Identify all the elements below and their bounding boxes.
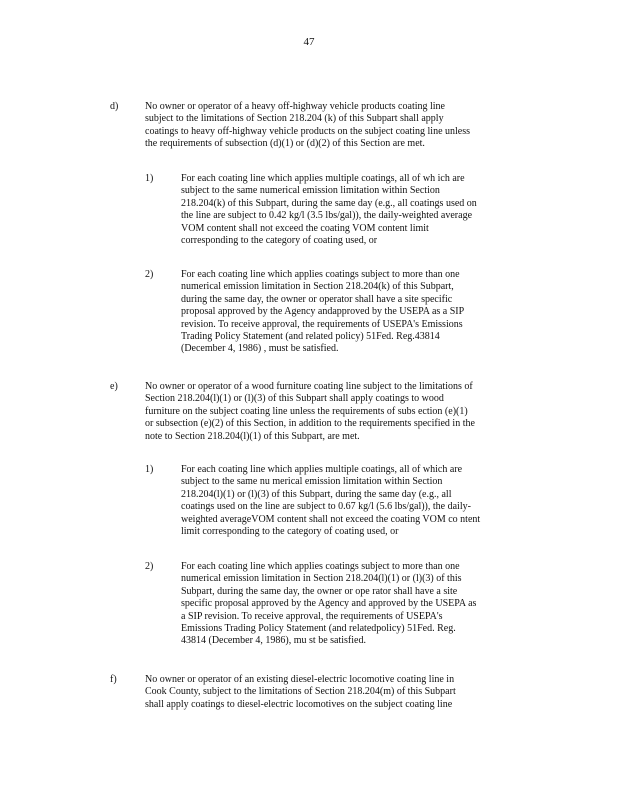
- text-line: coatings used on the line are subject to 0.67 kg/l (5.6 lbs/gal)), the daily-: [181, 501, 471, 513]
- text-line: limit corresponding to the category of coating used, or: [181, 526, 399, 538]
- text-line: For each coating line which applies multiple coatings, all of which are: [181, 464, 463, 475]
- text-line: No owner or operator of a wood furniture coating line subject to the limitations of: [145, 381, 473, 392]
- item-marker: f): [110, 674, 117, 685]
- text-line: numerical emission limitation in Section 218.204(k) of this Subpart,: [181, 281, 454, 293]
- text-line: Trading Policy Statement (and related policy) 51Fed. Reg.43814: [181, 331, 440, 343]
- text-line: specific proposal approved by the Agency and approved by the USEPA as: [181, 598, 477, 610]
- text-line: 218.204(l)(1) or (l)(3) of this Subpart, during the same day (e.g., all: [181, 488, 452, 500]
- text-line: note to Section 218.204(l)(1) of this Subpart, are met.: [145, 430, 360, 442]
- text-line: No owner or operator of a heavy off-highway vehicle products coating line: [145, 101, 445, 112]
- paragraph-text: [145, 381, 543, 443]
- item-marker: 2): [145, 561, 154, 572]
- text-line: subject to the same nu merical emission limitation within Section: [181, 476, 443, 488]
- text-line: VOM content shall not exceed the coating VOM content limit: [181, 222, 429, 234]
- text-line: corresponding to the category of coating used, or: [181, 235, 378, 247]
- text-line: Section 218.204(l)(1) or (l)(3) of this Subpart shall apply coatings to wood: [145, 393, 444, 405]
- text-line: the requirements of subsection (d)(1) or (d)(2) of this Section are met.: [145, 138, 425, 150]
- text-line: 43814 (December 4, 1986), mu st be satisfied.: [181, 635, 366, 647]
- item-marker: 1): [145, 173, 154, 184]
- text-line: subject to the same numerical emission limitation within Section: [181, 185, 440, 197]
- text-line: 218.204(k) of this Subpart, during the same day (e.g., all coatings used on: [181, 197, 477, 209]
- text-line: during the same day, the owner or operator shall have a site specific: [181, 293, 453, 305]
- text-line: For each coating line which applies coatings subject to more than one: [181, 561, 460, 572]
- item-marker: e): [110, 381, 118, 392]
- text-line: weighted averageVOM content shall not exceed the coating VOM co ntent: [181, 513, 481, 525]
- text-line: a SIP revision. To receive approval, the requirements of USEPA's: [181, 610, 443, 622]
- text-line: the line are subject to 0.42 kg/l (3.5 lbs/gal)), the daily-weighted average: [181, 210, 473, 222]
- page-number: 47: [303, 36, 315, 48]
- paragraph-text: [181, 269, 537, 356]
- text-line: Subpart, during the same day, the owner or ope rator shall have a site: [181, 585, 458, 597]
- paragraph-text: [181, 464, 537, 538]
- text-line: No owner or operator of an existing diesel-electric locomotive coating line in: [145, 674, 455, 685]
- text-line: proposal approved by the Agency andapproved by the USEPA as a SIP: [181, 306, 465, 318]
- paragraph-text: [145, 101, 543, 151]
- paragraph-text: [181, 561, 537, 648]
- text-line: furniture on the subject coating line unless the requirements of subs ection (e)(1): [145, 405, 468, 417]
- item-marker: 1): [145, 464, 154, 475]
- text-line: subject to the limitations of Section 218.204 (k) of this Subpart shall apply: [145, 113, 444, 125]
- item-marker: 2): [145, 269, 154, 280]
- paragraph-text: [145, 674, 543, 711]
- text-line: numerical emission limitation in Section 218.204(l)(1) or (l)(3) of this: [181, 573, 462, 585]
- text-line: revision. To receive approval, the requirements of USEPA's Emissions: [181, 318, 463, 330]
- paragraph-text: [181, 173, 537, 247]
- text-line: For each coating line which applies multiple coatings, all of wh ich are: [181, 173, 465, 184]
- text-line: shall apply coatings to diesel-electric locomotives on the subject coating line: [145, 698, 453, 710]
- text-line: coatings to heavy off-highway vehicle products on the subject coating line unless: [145, 125, 471, 137]
- text-line: For each coating line which applies coatings subject to more than one: [181, 269, 460, 280]
- text-line: Emissions Trading Policy Statement (and relatedpolicy) 51Fed. Reg.: [181, 623, 456, 635]
- text-line: or subsection (e)(2) of this Section, in addition to the requirements specified in the: [145, 418, 475, 430]
- item-marker: d): [110, 101, 119, 112]
- text-line: Cook County, subject to the limitations of Section 218.204(m) of this Subpart: [145, 686, 456, 698]
- text-line: (December 4, 1986) , must be satisfied.: [181, 343, 339, 355]
